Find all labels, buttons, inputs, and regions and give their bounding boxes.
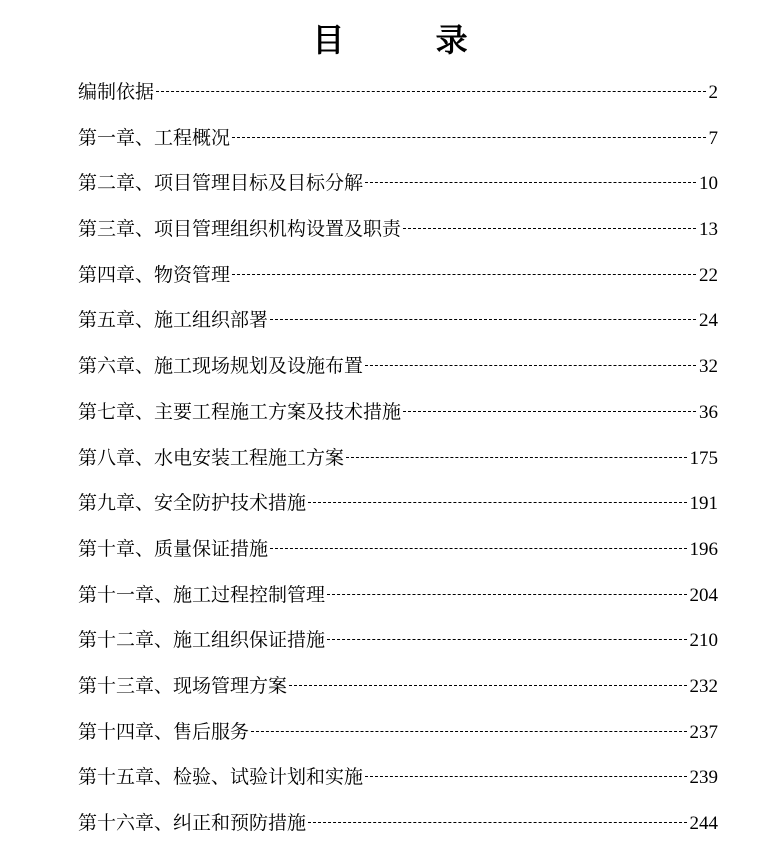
toc-entry-page: 22 <box>699 264 718 286</box>
dot-leader <box>346 457 686 458</box>
toc-entry-label: 第七章、主要工程施工方案及技术措施 <box>78 400 402 423</box>
toc-entry-page: 7 <box>708 127 718 149</box>
toc-entry[interactable] <box>78 390 718 436</box>
dot-leader <box>403 411 696 412</box>
toc-entry[interactable] <box>78 253 718 299</box>
toc-entry-page: 232 <box>689 675 718 697</box>
toc-entry-page: 13 <box>699 219 718 241</box>
dot-leader <box>403 228 696 229</box>
toc-entry[interactable] <box>78 710 718 756</box>
toc-entry-page: 244 <box>689 813 718 834</box>
dot-leader <box>308 822 686 823</box>
toc-entry[interactable] <box>78 664 718 710</box>
toc-entry[interactable] <box>78 573 718 619</box>
toc-entry[interactable] <box>78 527 718 573</box>
dot-leader <box>232 274 696 275</box>
toc-entry[interactable] <box>78 801 718 847</box>
toc-entry-label: 第一章、工程概况 <box>78 126 231 149</box>
toc-entry[interactable] <box>78 161 718 207</box>
page-title: 目 录 <box>312 21 508 59</box>
toc-entry-page: 175 <box>689 447 718 469</box>
dot-leader <box>251 731 686 732</box>
toc-entry[interactable] <box>78 755 718 801</box>
dot-leader <box>289 685 686 686</box>
toc-entry-page: 10 <box>699 173 718 195</box>
toc-entry-label: 第六章、施工现场规划及设施布置 <box>78 355 364 378</box>
toc-entry-page: 204 <box>689 584 718 606</box>
dot-leader <box>327 639 686 640</box>
toc-entry-label: 第二章、项目管理目标及目标分解 <box>78 172 364 195</box>
toc-entry[interactable] <box>78 207 718 253</box>
toc-entry-label: 第十五章、检验、试验计划和实施 <box>78 766 364 789</box>
toc-entry-label: 第五章、施工组织部署 <box>78 309 269 332</box>
dot-leader <box>308 502 686 503</box>
toc-entry-page: 196 <box>689 538 718 560</box>
toc-entry[interactable] <box>78 344 718 390</box>
toc-list <box>78 70 718 847</box>
toc-entry-label: 第十一章、施工过程控制管理 <box>78 583 326 606</box>
toc-entry[interactable] <box>78 436 718 482</box>
dot-leader <box>270 548 686 549</box>
toc-entry[interactable] <box>78 70 718 116</box>
toc-entry-label: 第十四章、售后服务 <box>78 720 250 743</box>
toc-entry-page: 2 <box>708 82 718 103</box>
toc-entry[interactable] <box>78 618 718 664</box>
dot-leader <box>365 776 686 777</box>
dot-leader <box>365 182 696 183</box>
toc-entry-label: 第八章、水电安装工程施工方案 <box>78 446 345 469</box>
toc-entry[interactable] <box>78 298 718 344</box>
toc-entry-label: 第十六章、纠正和预防措施 <box>78 812 307 834</box>
toc-entry[interactable] <box>78 481 718 527</box>
toc-entry-page: 32 <box>699 356 718 378</box>
toc-entry-label: 第十三章、现场管理方案 <box>78 674 288 697</box>
dot-leader <box>270 319 696 320</box>
toc-entry-page: 237 <box>689 721 718 743</box>
toc-entry-page: 239 <box>689 767 718 789</box>
toc-entry-label: 编制依据 <box>78 81 155 103</box>
dot-leader <box>327 594 686 595</box>
toc-entry-page: 191 <box>689 493 718 515</box>
toc-entry-label: 第十章、质量保证措施 <box>78 537 269 560</box>
toc-entry-label: 第九章、安全防护技术措施 <box>78 492 307 515</box>
toc-entry[interactable] <box>78 116 718 162</box>
toc-entry-label: 第四章、物资管理 <box>78 263 231 286</box>
dot-leader <box>232 137 705 138</box>
toc-entry-label: 第三章、项目管理组织机构设置及职责 <box>78 218 402 241</box>
toc-entry-label: 第十二章、施工组织保证措施 <box>78 629 326 652</box>
toc-entry-page: 210 <box>689 630 718 652</box>
dot-leader <box>156 91 705 92</box>
toc-entry-page: 36 <box>699 401 718 423</box>
toc-entry-page: 24 <box>699 310 718 332</box>
dot-leader <box>365 365 696 366</box>
